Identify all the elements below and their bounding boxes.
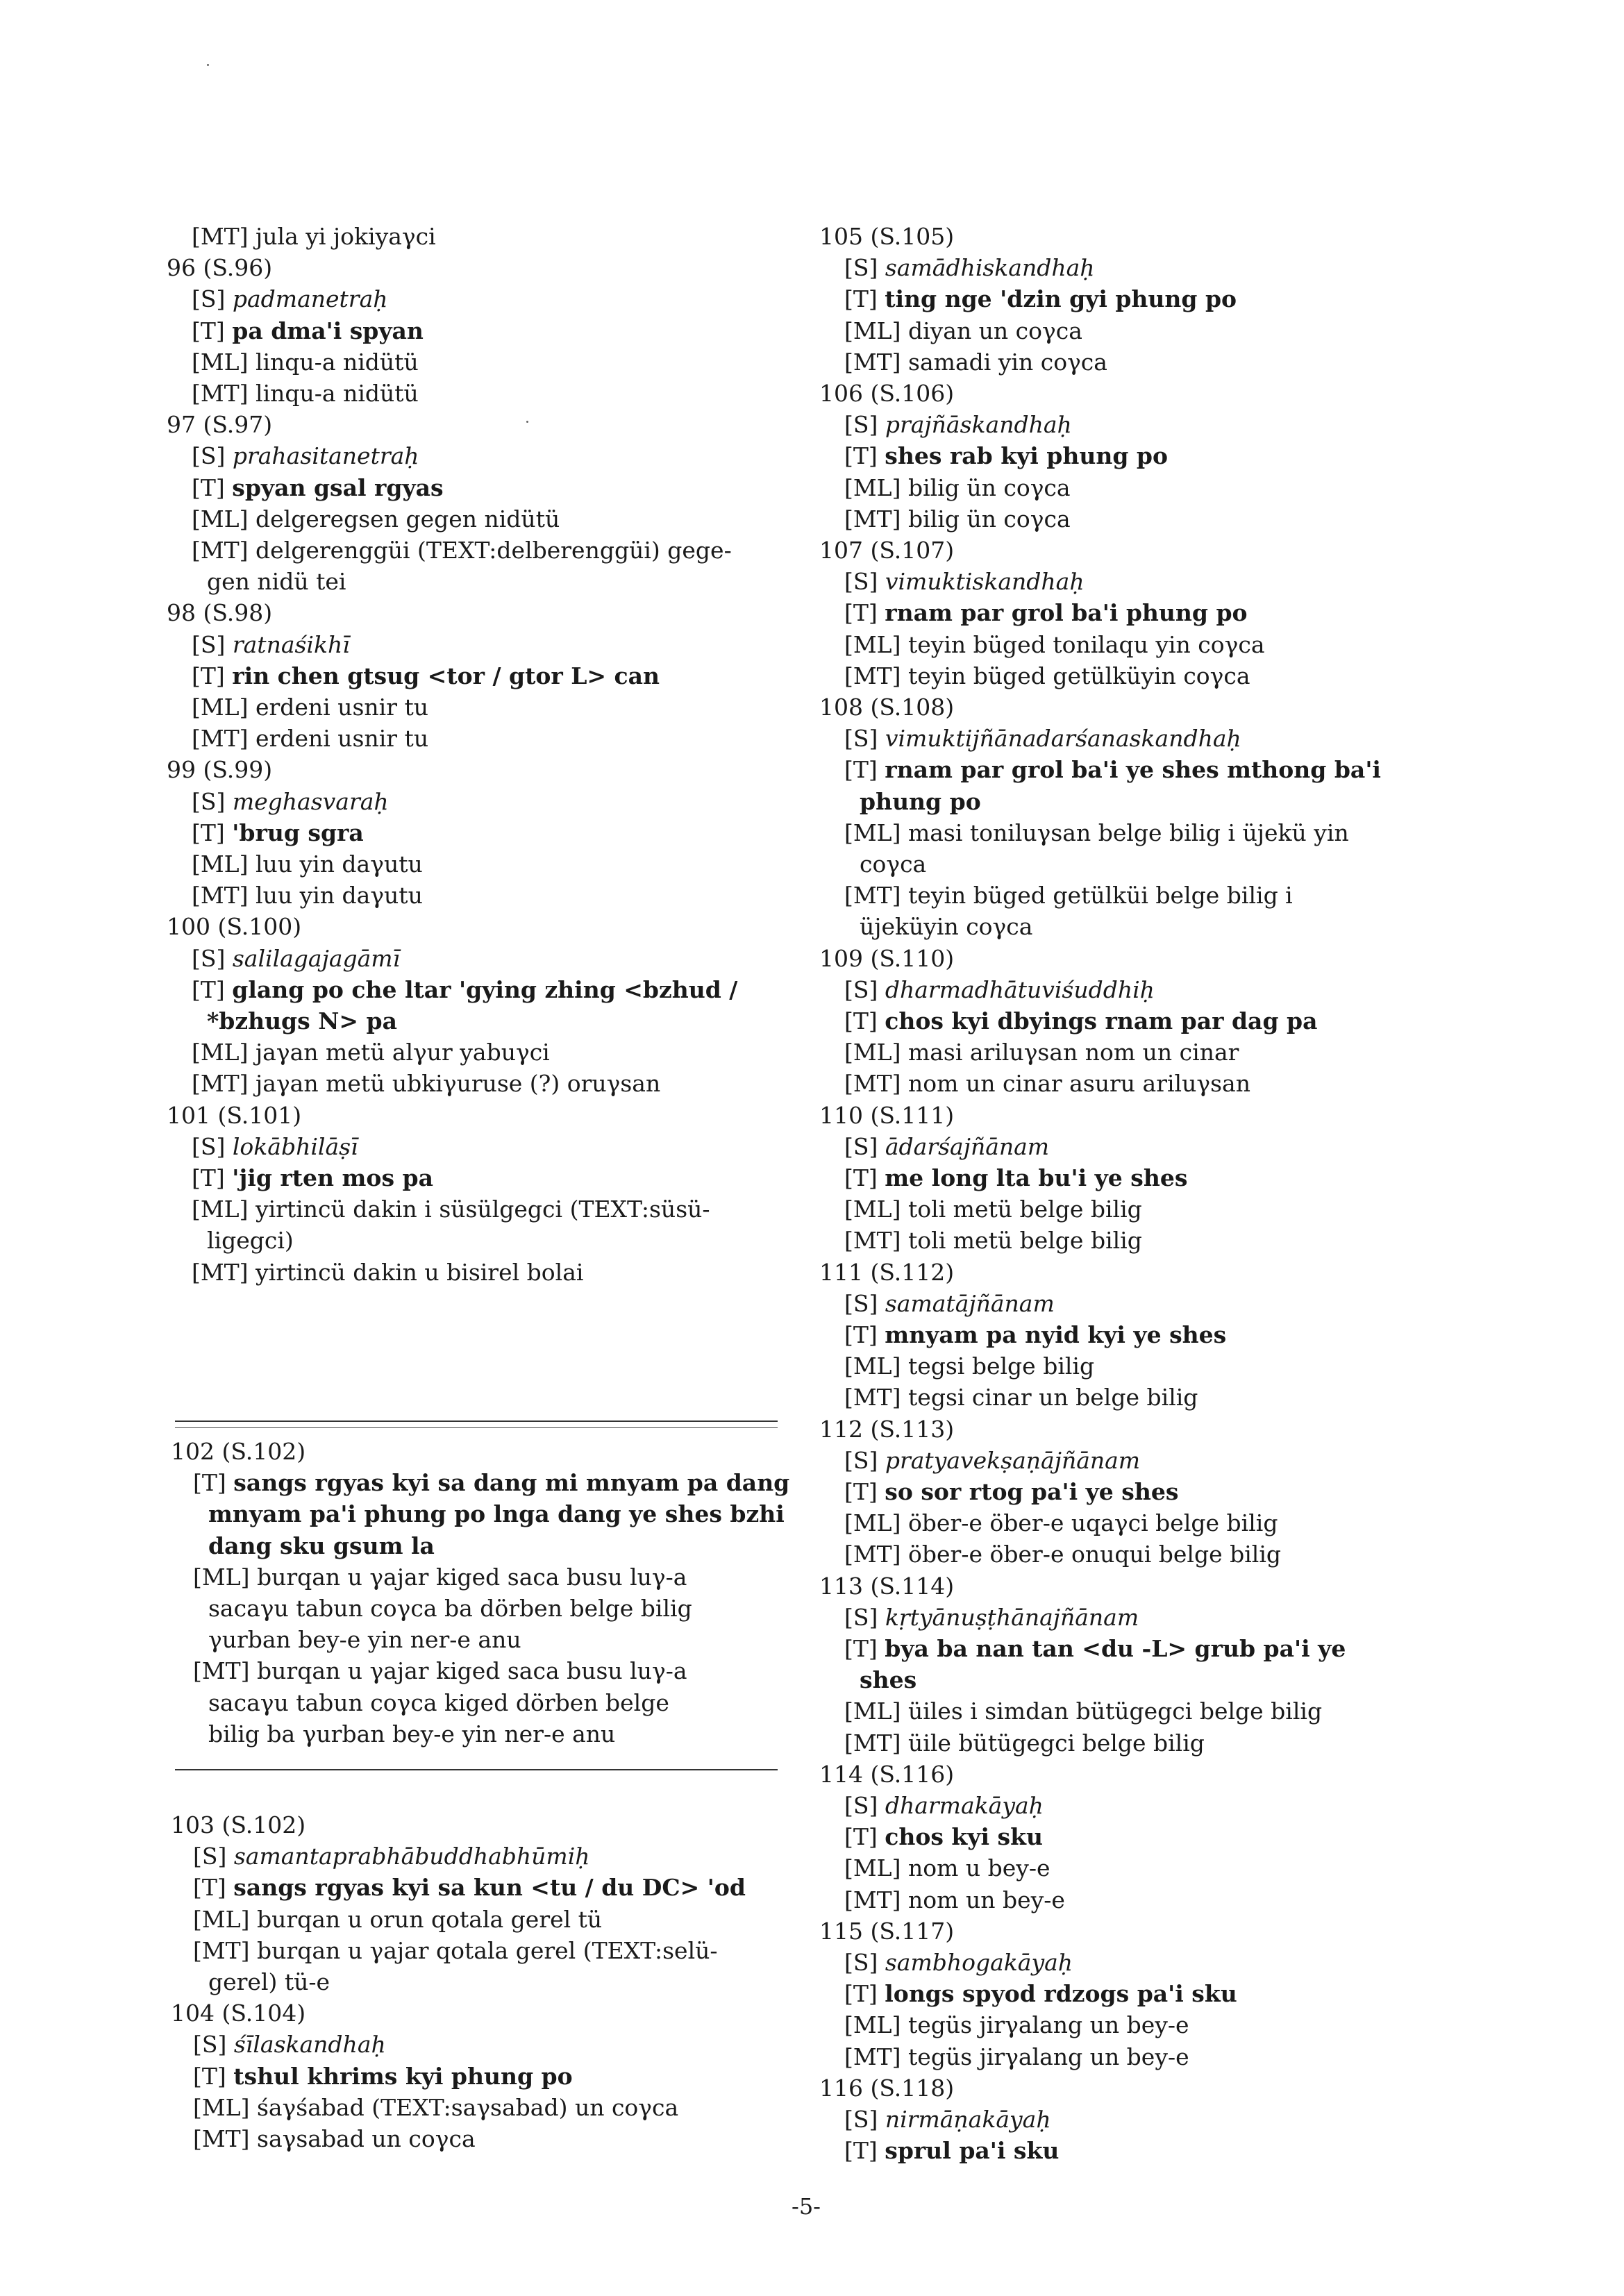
entry-line	[844, 1038, 1239, 1067]
entry-line	[844, 348, 1107, 377]
entry-line	[844, 1383, 1198, 1412]
entry-number	[167, 912, 301, 941]
entry-number	[819, 693, 954, 722]
entry-line	[208, 1625, 521, 1654]
entry-text: [ML] delgeregsen gegen nidütü	[192, 505, 560, 533]
entry-tag: [T]	[844, 285, 878, 313]
entry-text: [MT] delgerenggüi (TEXT:delberenggüi) gege-	[192, 537, 732, 564]
entry-text: 111 (S.112)	[819, 1258, 955, 1286]
entry-text: tshul khrims kyi phung po	[233, 2062, 573, 2090]
entry-text: [ML] erdeni usnir tu	[192, 694, 428, 721]
entry-text: 107 (S.107)	[819, 537, 955, 564]
entry-text: sangs rgyas kyi sa kun <tu / du DC> 'od	[233, 1874, 746, 1902]
entry-text: meghasvaraḥ	[232, 787, 389, 815]
page-number: -5-	[792, 2193, 821, 2220]
entry-line	[860, 1666, 916, 1695]
entry-text: sangs rgyas kyi sa dang mi mnyam pa dang	[233, 1469, 790, 1497]
entry-tag: [T]	[844, 756, 878, 784]
entry-line	[844, 2011, 1189, 2040]
entry-text: [MT] üile bütügegci belge bilig	[844, 1729, 1205, 1757]
entry-line	[193, 2062, 573, 2091]
entry-line	[192, 662, 660, 691]
entry-line	[192, 536, 732, 565]
entry-line	[192, 1164, 433, 1193]
entry-text: [ML] masi toniluγsan belge bilig i üjekü yin	[844, 819, 1349, 846]
entry-line	[844, 1132, 1049, 1162]
entry-line	[844, 1854, 1050, 1883]
entry-number	[171, 1999, 305, 2028]
entry-number	[819, 1101, 954, 1130]
entry-line	[192, 630, 350, 660]
entry-text: salilagajagāmī	[232, 944, 401, 972]
entry-line	[844, 1603, 1139, 1632]
entry-tag: [T]	[844, 2137, 878, 2165]
entry-line	[860, 787, 981, 816]
entry-text: 110 (S.111)	[819, 1101, 955, 1129]
entry-number	[819, 1917, 954, 1946]
entry-line	[844, 1195, 1142, 1224]
entry-line	[192, 787, 389, 816]
entry-text: ligegci)	[207, 1227, 294, 1255]
entry-tag: [S]	[192, 442, 226, 470]
entry-line	[207, 1226, 294, 1255]
entry-tag: [S]	[193, 2031, 227, 2059]
entry-text: 'brug sgra	[232, 819, 364, 846]
entry-text: γurban bey-e yin ner-e anu	[208, 1626, 521, 1654]
entry-line	[844, 598, 1248, 628]
entry-text: shes rab kyi phung po	[885, 442, 1168, 470]
entry-tag: [S]	[192, 787, 226, 815]
entry-text: [ML] üiles i simdan bütügegci belge bilig	[844, 1698, 1323, 1725]
entry-text: [MT] saγsabad un coγca	[193, 2125, 476, 2152]
entry-line	[844, 567, 1085, 596]
entry-text: samādhiskandhaḥ	[885, 254, 1095, 282]
entry-text: nirmāṇakāyaḥ	[885, 2106, 1051, 2133]
entry-line	[193, 2093, 678, 2122]
entry-line	[192, 317, 424, 346]
entry-text: 102 (S.102)	[171, 1438, 306, 1465]
entry-number	[819, 1415, 954, 1444]
entry-tag: [T]	[844, 1164, 878, 1191]
entry-line	[193, 1468, 789, 1498]
entry-text: ratnaśikhī	[232, 630, 350, 658]
entry-tag: [S]	[193, 1843, 227, 1870]
entry-number	[167, 410, 272, 439]
entry-line	[844, 1697, 1322, 1726]
entry-text: prahasitanetraḥ	[232, 442, 419, 470]
entry-text: [ML] burqan u orun qotala gerel tü	[193, 1905, 603, 1933]
entry-text: samantaprabhābuddhabhūmiḥ	[233, 1843, 590, 1870]
entry-line	[192, 379, 419, 408]
entry-line	[844, 253, 1095, 283]
entry-line	[192, 1195, 710, 1224]
entry-line	[844, 474, 1071, 503]
entry-text: [MT] luu yin daγutu	[192, 882, 423, 910]
entry-tag: [S]	[192, 944, 226, 972]
entry-text: [MT] öber-e öber-e onuqui belge bilig	[844, 1541, 1282, 1568]
entry-text: ādarśajñānam	[885, 1132, 1050, 1160]
entry-tag: [S]	[192, 630, 226, 658]
entry-text: gerel) tü-e	[208, 1968, 330, 1995]
entry-text: pa dma'i spyan	[232, 317, 424, 344]
entry-text: spyan gsal rgyas	[232, 474, 444, 501]
entry-text: bilig ba γurban bey-e yin ner-e anu	[208, 1720, 616, 1748]
entry-text: 99 (S.99)	[167, 756, 273, 784]
entry-number	[171, 1437, 305, 1466]
entry-line	[192, 505, 560, 534]
entry-text: [ML] toli metü belge bilig	[844, 1196, 1142, 1223]
entry-tag: [S]	[844, 2106, 878, 2133]
entry-text: mnyam pa'i phung po lnga dang ye shes bzhi	[208, 1500, 785, 1528]
entry-tag: [S]	[844, 975, 878, 1003]
entry-text: longs spyod rdzogs pa'i sku	[885, 1980, 1237, 2008]
entry-line	[844, 1948, 1073, 1977]
entry-line	[844, 1164, 1187, 1193]
entry-line	[192, 693, 428, 722]
entry-text: 116 (S.118)	[819, 2074, 955, 2102]
entry-text: [ML] jaγan metü alγur yabuγci	[192, 1039, 550, 1066]
entry-tag: [S]	[844, 725, 878, 753]
entry-text: kṛtyānuṣṭhānajñānam	[885, 1603, 1139, 1631]
entry-tag: [T]	[193, 1874, 226, 1902]
entry-text: me long lta bu'i ye shes	[885, 1164, 1188, 1191]
entry-text: rin chen gtsug <tor / gtor L> can	[232, 662, 660, 689]
entry-line	[844, 1226, 1142, 1255]
entry-text: [MT] nom un cinar asuru ariluγsan	[844, 1070, 1250, 1098]
entry-text: 103 (S.102)	[171, 1811, 306, 1838]
entry-text: [ML] teyin büged tonilaqu yin coγca	[844, 630, 1265, 658]
entry-text: śīlaskandhaḥ	[233, 2031, 386, 2059]
entry-number	[819, 1258, 954, 1287]
entry-text: dang sku gsum la	[208, 1532, 435, 1559]
entry-tag: [T]	[844, 1007, 878, 1034]
entry-line	[193, 1905, 602, 1934]
entry-text: [MT] erdeni usnir tu	[192, 725, 429, 753]
entry-text: so sor rtog pa'i ye shes	[885, 1478, 1179, 1505]
entry-line	[208, 1500, 785, 1529]
entry-text: 109 (S.110)	[819, 944, 955, 972]
entry-line	[844, 1791, 1044, 1820]
entry-text: 98 (S.98)	[167, 599, 273, 627]
entry-text: [MT] teyin büged getülküyin coγca	[844, 662, 1250, 689]
entry-line	[844, 975, 1155, 1005]
entry-line	[207, 567, 346, 596]
entry-line	[192, 850, 423, 879]
entry-text: 114 (S.116)	[819, 1760, 955, 1788]
entry-tag: [T]	[192, 317, 225, 344]
entry-text: [MT] burqan u γajar qotala gerel (TEXT:selü-	[193, 1936, 718, 1964]
entry-line	[208, 1968, 330, 1997]
entry-line	[844, 442, 1168, 471]
entry-text: sprul pa'i sku	[885, 2137, 1060, 2165]
entry-line	[844, 2043, 1189, 2072]
entry-line	[192, 222, 436, 251]
entry-line	[844, 1886, 1065, 1915]
entry-number	[171, 1811, 305, 1840]
entry-line	[844, 724, 1241, 753]
entry-tag: [S]	[844, 1603, 878, 1631]
entry-text: [ML] tegüs jirγalang un bey-e	[844, 2011, 1189, 2039]
entry-number	[167, 755, 272, 785]
entry-text: rnam par grol ba'i ye shes mthong ba'i	[885, 756, 1381, 784]
entry-text: [ML] nom u bey-e	[844, 1854, 1050, 1882]
entry-line	[844, 505, 1071, 534]
entry-line	[844, 1822, 1043, 1852]
entry-text: [ML] burqan u γajar kiged saca busu luγ-a	[193, 1563, 687, 1591]
entry-tag: [S]	[844, 1289, 878, 1317]
entry-text: chos kyi dbyings rnam par dag pa	[885, 1007, 1318, 1034]
entry-tag: [S]	[844, 1792, 878, 1819]
entry-text: sambhogakāyaḥ	[885, 1949, 1073, 1976]
entry-line	[192, 285, 388, 314]
entry-line	[192, 1038, 550, 1067]
entry-text: ting nge 'dzin gyi phung po	[885, 285, 1237, 313]
entry-line	[844, 1007, 1317, 1036]
scan-speck	[526, 421, 528, 423]
entry-text: 113 (S.114)	[819, 1572, 955, 1600]
entry-number	[167, 1101, 301, 1130]
entry-line	[192, 442, 419, 471]
entry-tag: [T]	[844, 1635, 878, 1662]
entry-line	[844, 285, 1237, 314]
entry-line	[192, 881, 423, 910]
entry-text: [ML] linqu-a nidütü	[192, 348, 419, 376]
entry-text: bya ba nan tan <du -L> grub pa'i ye	[885, 1635, 1346, 1662]
entry-line	[193, 1657, 687, 1686]
entry-text: pratyavekṣaṇājñānam	[885, 1446, 1141, 1474]
entry-text: üjeküyin coγca	[860, 913, 1033, 941]
entry-text: coγca	[860, 850, 927, 878]
entry-line	[844, 2136, 1059, 2165]
entry-line	[844, 819, 1349, 848]
entry-text: [ML] bilig ün coγca	[844, 474, 1071, 501]
entry-line	[193, 2125, 476, 2154]
scan-speck	[207, 64, 209, 66]
entry-text: 100 (S.100)	[167, 913, 302, 941]
entry-text: lokābhilāṣī	[232, 1132, 358, 1160]
entry-line	[844, 1352, 1094, 1381]
entry-line	[192, 1069, 660, 1098]
entry-line	[844, 662, 1250, 691]
entry-line	[844, 1729, 1205, 1758]
entry-number	[819, 1572, 954, 1601]
entry-line	[208, 1532, 435, 1561]
entry-line	[193, 1563, 687, 1592]
entry-text: 101 (S.101)	[167, 1101, 302, 1129]
entry-text: [ML] śaγśabad (TEXT:saγsabad) un coγca	[193, 2093, 679, 2121]
entry-text: [MT] toli metü belge bilig	[844, 1227, 1142, 1255]
entry-text: phung po	[860, 787, 981, 815]
entry-line	[844, 1634, 1346, 1664]
entry-line	[192, 348, 419, 377]
entry-text: 104 (S.104)	[171, 2000, 306, 2027]
entry-tag: [S]	[844, 1949, 878, 1976]
entry-text: [ML] diyan un coγca	[844, 317, 1082, 344]
entry-line	[208, 1720, 615, 1749]
entry-text: [MT] tegüs jirγalang un bey-e	[844, 2043, 1189, 2070]
entry-text: [ML] luu yin daγutu	[192, 850, 423, 878]
entry-text: mnyam pa nyid kyi ye shes	[885, 1321, 1227, 1348]
entry-text: 108 (S.108)	[819, 694, 955, 721]
entry-text: [MT] nom un bey-e	[844, 1886, 1065, 1913]
footnote-rule-bottom	[175, 1769, 778, 1770]
entry-line	[193, 1842, 590, 1871]
entry-tag: [S]	[192, 285, 226, 313]
entry-line	[860, 912, 1032, 941]
entry-text: glang po che ltar 'gying zhing <bzhud /	[232, 975, 738, 1003]
entry-line	[193, 1873, 746, 1902]
entry-text: [MT] samadi yin coγca	[844, 348, 1107, 376]
entry-line	[844, 1069, 1250, 1098]
entry-tag: [T]	[192, 975, 225, 1003]
entry-line	[844, 1509, 1278, 1538]
entry-tag: [S]	[844, 1446, 878, 1474]
entry-text: 112 (S.113)	[819, 1415, 955, 1443]
entry-text: *bzhugs N> pa	[207, 1007, 397, 1034]
entry-text: gen nidü tei	[207, 568, 346, 596]
footnote-rule-double-top	[175, 1421, 778, 1422]
entry-line	[844, 630, 1265, 660]
entry-line	[844, 317, 1082, 346]
entry-number	[167, 598, 272, 628]
entry-text: samatājñānam	[885, 1289, 1055, 1317]
entry-tag: [T]	[192, 662, 225, 689]
entry-tag: [T]	[193, 1469, 226, 1497]
entry-tag: [T]	[844, 1980, 878, 2008]
entry-text: prajñāskandhaḥ	[885, 411, 1072, 439]
entry-tag: [T]	[844, 442, 878, 470]
entry-text: sacaγu tabun coγca ba dörben belge bilig	[208, 1595, 692, 1622]
entry-tag: [T]	[192, 1164, 225, 1191]
entry-line	[193, 1936, 718, 1966]
entry-line	[192, 1258, 583, 1287]
entry-text: [MT] linqu-a nidütü	[192, 380, 419, 407]
entry-number	[819, 1760, 954, 1789]
entry-line	[192, 474, 444, 503]
entry-text: [MT] burqan u γajar kiged saca busu luγ-a	[193, 1657, 687, 1685]
entry-tag: [T]	[844, 1478, 878, 1505]
entry-text: 105 (S.105)	[819, 223, 955, 250]
entry-text: [MT] bilig ün coγca	[844, 505, 1071, 533]
entry-line	[844, 1289, 1055, 1318]
entry-line	[844, 1446, 1140, 1475]
entry-text: [MT] jula yi jokiyaγci	[192, 223, 436, 250]
entry-number	[167, 253, 272, 283]
entry-text: padmanetraḥ	[232, 285, 388, 313]
entry-text: shes	[860, 1666, 917, 1694]
footnote-rule-double-bottom	[175, 1427, 778, 1428]
entry-line	[844, 1477, 1178, 1507]
entry-text: vimuktijñānadarśanaskandhaḥ	[885, 725, 1241, 753]
entry-tag: [S]	[844, 254, 878, 282]
entry-text: [ML] tegsi belge bilig	[844, 1352, 1095, 1380]
entry-tag: [S]	[192, 1132, 226, 1160]
entry-tag: [T]	[844, 599, 878, 627]
entry-line	[860, 850, 926, 879]
entry-number	[819, 536, 954, 565]
entry-line	[192, 724, 428, 753]
entry-text: 96 (S.96)	[167, 254, 273, 282]
entry-line	[844, 1540, 1281, 1569]
entry-tag: [T]	[844, 1321, 878, 1348]
entry-line	[844, 881, 1293, 910]
entry-text: 'jig rten mos pa	[232, 1164, 433, 1191]
entry-line	[192, 944, 400, 973]
entry-text: chos kyi sku	[885, 1823, 1043, 1851]
entry-number	[819, 944, 954, 973]
entry-line	[844, 410, 1072, 439]
entry-line	[193, 2030, 386, 2059]
entry-tag: [T]	[192, 474, 225, 501]
entry-text: vimuktiskandhaḥ	[885, 568, 1085, 596]
entry-text: rnam par grol ba'i phung po	[885, 599, 1248, 627]
entry-tag: [S]	[844, 1132, 878, 1160]
entry-text: 106 (S.106)	[819, 380, 955, 407]
entry-text: [ML] yirtincü dakin i süsülgegci (TEXT:süsü-	[192, 1196, 710, 1223]
entry-line	[192, 1132, 358, 1162]
entry-line	[844, 2105, 1051, 2134]
entry-tag: [T]	[844, 1823, 878, 1851]
entry-text: [MT] tegsi cinar un belge bilig	[844, 1384, 1198, 1411]
entry-line	[844, 755, 1381, 785]
entry-number	[819, 2074, 954, 2103]
entry-text: [MT] yirtincü dakin u bisirel bolai	[192, 1258, 584, 1286]
entry-text: [MT] teyin büged getülküi belge bilig i	[844, 882, 1293, 910]
entry-text: dharmadhātuviśuddhiḥ	[885, 975, 1155, 1003]
entry-text: 97 (S.97)	[167, 411, 273, 439]
entry-tag: [S]	[844, 411, 878, 439]
entry-text: 115 (S.117)	[819, 1917, 955, 1945]
entry-line	[208, 1594, 692, 1623]
entry-line	[207, 1007, 397, 1036]
entry-text: [ML] masi ariluγsan nom un cinar	[844, 1039, 1239, 1066]
entry-line	[208, 1689, 669, 1718]
entry-tag: [T]	[192, 819, 225, 846]
entry-text: sacaγu tabun coγca kiged dörben belge	[208, 1689, 669, 1716]
entry-number	[819, 222, 954, 251]
entry-text: dharmakāyaḥ	[885, 1792, 1044, 1819]
entry-number	[819, 379, 954, 408]
entry-text: [MT] jaγan metü ubkiγuruse (?) oruγsan	[192, 1070, 661, 1098]
entry-line	[192, 819, 364, 848]
entry-text: [ML] öber-e öber-e uqaγci belge bilig	[844, 1509, 1278, 1537]
entry-line	[844, 1321, 1226, 1350]
entry-line	[844, 1979, 1237, 2009]
entry-tag: [T]	[193, 2062, 226, 2090]
entry-line	[192, 975, 737, 1005]
entry-tag: [S]	[844, 568, 878, 596]
